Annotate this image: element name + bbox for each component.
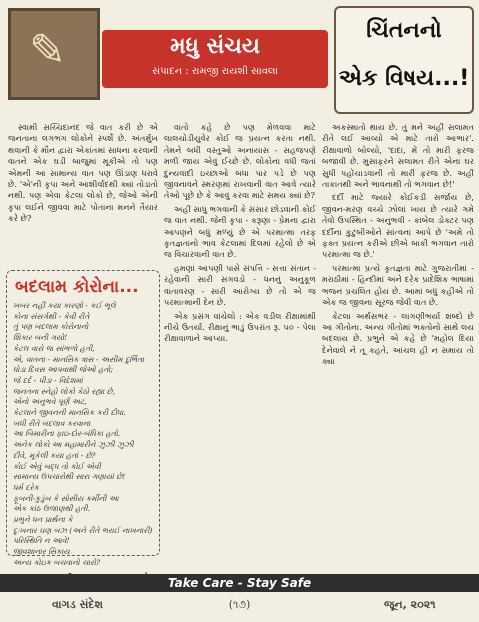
poem-line: કોઈ એવું બદ્ધ તો કોઈ એવી (13, 461, 101, 471)
article-title-panel (334, 6, 474, 114)
poem-line: એ, વાતના - માનસિક ત્રાસ - અસીમ દુર્ભિતા (13, 354, 145, 364)
poem-line: ધોડા દિવસ આપવાથી જેઓ હતો; (13, 365, 113, 375)
poem-sidebox (6, 270, 160, 567)
poem-line: આ બિમારીના ફાઇ-દોર-બંધિકા હતો. (13, 429, 121, 439)
poem-line: એનો અનુભવે પૂર્ણ અટ, (13, 397, 87, 407)
column-emblem (8, 8, 100, 100)
poem-line: ફૂબની-કુડુંબ કે સોસીય કર્મીની આ (13, 493, 119, 503)
paragraph: અકસ્માતો થાય છે. તું મને અહીં સલામત રીતે લઈ આવ્યો એ માટે તારો આભાર'. રીક્ષાવાળો બોલ્યો, 'દાદા, મેં તો મારી ફરજ બજાવી છે. મુસાફરને સલામત રીતે એના ઘર સુધી પહોંચાડવાની તો મારી ફરજ છે. અહીં તાકાતથી અને ભાવનાથી તો ભગવાન છે!' (322, 122, 474, 190)
poem-line: ખબર નહીં કયા કારણો - કઈ ભૂલે (13, 301, 116, 310)
poem-line: કેટલાને જીવનની માનસિક કરી દીધા. (13, 408, 126, 418)
left-column (8, 122, 158, 227)
paragraph: અહીં સાધુ ભગવાની કે સંસાર છોડવાની કોઈ જ વાત નથી. જેની કૃપા - કરૂણા - પ્રેમના દ્વારા આપણને બધું મળ્યું છે એ પરમાત્મા તરફ કૃતજ્ઞતાનો ભાવ કેટલામાં દિલમાં રહેલો છે એ જ વિચારવાની વાત છે. (164, 203, 316, 260)
slogan-strip: Take Care - Stay Safe (0, 574, 479, 592)
article-title-line2: એક વિષય...! (338, 66, 470, 91)
poem-line: જીવશાનાર સિકાય (13, 547, 70, 557)
poem-line: ધર્મ દરેક (13, 482, 39, 492)
page-header (0, 0, 479, 118)
publication-name: વાગડ સંદેશ (52, 598, 103, 611)
column-banner (102, 30, 328, 88)
paragraph: પરમાત્મા પ્રત્યે કૃતજ્ઞતા માટે ગુજરાતીમાં - મરાઠીમાં - હિન્દીમાં અને દરેક પ્રાદેશિક ભાષામાં ભજન પ્રચલિત હોય છે. આમાં બધું કહીએ તો એક જ જીવના સૂરજ જેવી વાત છે. (322, 262, 474, 308)
right-column (322, 122, 474, 370)
poem-line: દુઃખનાર ઘણ બઝ (અને રીતે ભરાઈ નાખનારી) (13, 525, 153, 535)
book-icon: ✎ (29, 25, 66, 76)
poem-line: જનતના સ્નેહો લોકો કેઠો રહ્યા છે, (13, 386, 115, 396)
poem-line: કેટલ વારો જ સાંભળો હતી, (13, 343, 95, 353)
poem-line: જે દર્દ - પીડા - વિદેશમાં (13, 375, 83, 385)
poem-line: બધી રીતે બદલાવ કરવાના (13, 418, 91, 428)
paragraph: કેટલા અર્થસભર - લાગણીભર્યા શબ્દો છે આ ગીતોના. અન્ય ગીતોમાં ભક્તોનો સાથે લય બદલાય છે. પ્રભુને એ કહે છે 'મહોલ દિયા દેનેવાલે ને તૂ કહતે, આંચલ હી ન સમાય તો ક્યા (322, 310, 474, 367)
page-footer (0, 592, 479, 622)
column-title: મધુ સંચય (170, 34, 260, 59)
poem-body (13, 301, 153, 569)
poem-line: તું પણ બદલામ કોરોનાનો (13, 322, 89, 332)
page-number: (૧૭) (228, 598, 251, 611)
paragraph: દર્દી માટે જ્યારે કોઈકડી સર્જાય છે, જીવન-મરણ વચ્ચે ઝોલાં ખાય છે ત્યારે ગમે તેવો ઉપસ્થિત - અનુભવી - કાબેલ ડોક્ટર પણ દર્દીના કુટુંબીઓને સાંત્વના આપે છે 'અમે તો ફક્ત પ્રયત્ન કરીએ છીએ બાકી ભગવાન તારો પરમાત્મા જ છે.' (322, 192, 474, 260)
poem-line: કોના સંસર્ગથી - કેવી રીતે (13, 311, 90, 321)
poem-line: પરિસ્થિતિ ન આવે! (13, 536, 70, 546)
poem-line: અનેક લોકો આ મહામારીને ઝુઝી ઝુઝી (13, 440, 134, 450)
poem-line: સામાન્ય ઉપચારોથી સારા ગણાયાં છે! (13, 472, 126, 482)
poem-title: બદલામ કોરોના... (15, 277, 139, 297)
poem-line: એક કાંઠ ઉજાણથી હતી. (13, 504, 91, 514)
issue-date: જૂન, ૨૦૨૧ (384, 598, 436, 611)
article-title-line1: ચિંતનનો (366, 18, 442, 43)
poem-line: શિકાર બની ગયો! (13, 333, 68, 343)
column-byline: સંપાદન : રામજી રાયશી સાવલા (152, 66, 278, 77)
paragraph: હમણાં આપણી પાસે સંપત્તિ - સત્તા સંતાન - રહેવાની સારી સગવડો - ધનનું અનુકૂળ વાતાવરણ - સારી આરોગ્ય છે તો એ જ પરમાત્માની દેન છે. (164, 262, 316, 308)
poem-line: દીવે, મૂકેલી કયા હતાં - છે? (13, 450, 96, 460)
paragraph: એક પ્રસંગ વાંચેલો : એક વડીલ રીક્ષામાંથી નીચે ઉતર્યા. રીક્ષાનું ભાડું ઉપરાંત રૂ. ૫૦ - પેલા રીક્ષાવાળાને આપ્યા. (164, 310, 316, 344)
middle-column (164, 122, 316, 347)
poem-line: પ્રભુને ધન પ્રાર્થના કે (13, 515, 73, 525)
poem-line: અન્ય કોઇક બચવાનો ચારો? (13, 557, 100, 567)
paragraph: વાતો કહે છે પણ મેળવવા માટે લાલચોડીયુવેર કોઈ જ પ્રયત્ન કરતા નથી. તેમને બધી વસ્તુઓ અનાયાસ - સહજપણે મળી જાય એવું ઈચ્છે છે. લોકોના વધી જતાં દુન્યવાદી ઇચ્છાઓ બધા પાર પડે છે પણ જીવનાવને સ્મરણમાં રાખવાની વાત આવે ત્યારે તેઓ પૂછે છે કે આવું કરવા માટે સમય ક્યાં છે? (164, 122, 316, 201)
paragraph: સ્વામી સચ્ચિદાનંદ જે વાત કરી છે એ જનતાના લગભગ લોકોને સ્પર્શે છે. અંતર્મુખ થવાની કે મૌન દ્વારા એકાંતમાં સાધના કરવાની વાતને એક ઘડી બાજુમાં મૂકીએ તો પણ એમની આ સામાન્ય વાત પણ ઊંડાણ ધરાવે છે. 'એ'ની કૃપા અને આશીર્વાદથી ક્યાં તોડાતો નથી. પણ એવા કેટલા લોકો છે, જેઓ એની કૃપા લઈને જીવવા માટે પોતાના મનને તૈયાર કરે છે? (8, 122, 158, 224)
